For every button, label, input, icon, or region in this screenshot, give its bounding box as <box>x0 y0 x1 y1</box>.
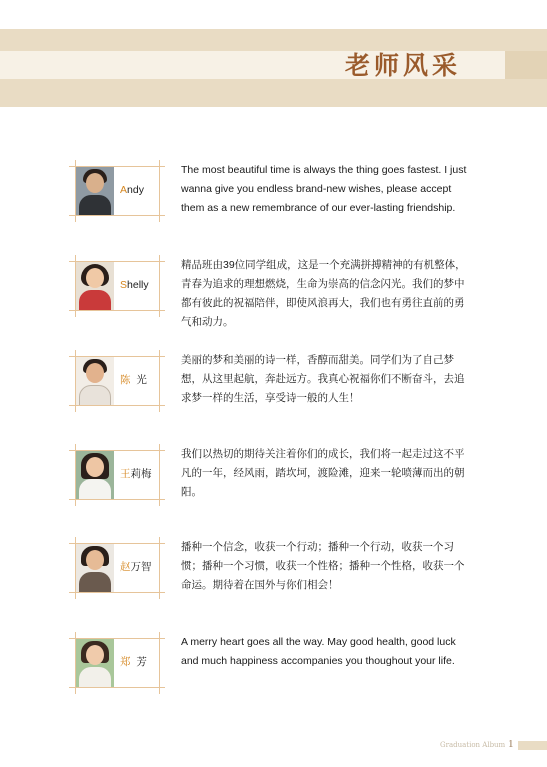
teacher-name: 郑 芳 <box>120 656 147 668</box>
teacher-message: 精品班由39位同学组成，这是一个充满拼搏精神的有机整体，青春为追求的理想燃烧，生命为崇高的信念闪光。我们的梦中都有彼此的祝福陪伴，即使风浪再大，我们也有勇往直前的勇气和动力。 <box>181 259 466 328</box>
teacher-photo <box>76 262 114 310</box>
teacher-photo <box>76 451 114 499</box>
teacher-photo <box>76 639 114 687</box>
album-footer-label: Graduation Album <box>440 741 506 749</box>
teacher-message: 美丽的梦和美丽的诗一样，香醇而甜美。同学们为了自己梦想，从这里起航，奔赴远方。我真心祝福你们不断奋斗，去追求梦一样的生活，享受诗一般的人生！ <box>181 354 465 404</box>
teacher-card <box>72 258 162 314</box>
teacher-name: Andy <box>120 184 144 196</box>
teacher-card <box>72 447 162 503</box>
teacher-card <box>72 540 162 596</box>
teacher-message: 播种一个信念，收获一个行动；播种一个行动，收获一个习惯；播种一个习惯，收获一个性格；播种一个性格，收获一个命运。期待着在国外与你们相会！ <box>181 541 465 591</box>
teacher-name: 赵万智 <box>120 561 152 573</box>
teacher-message: 我们以热切的期待关注着你们的成长，我们将一起走过这不平凡的一年，经风雨，踏坎坷，渡险滩，迎来一轮喷薄而出的朝阳。 <box>181 448 465 498</box>
page-title: 老师风采 <box>345 51 462 80</box>
teacher-message: The most beautiful time is always the thing goes fastest. I just wanna give you endless brand-new wishes, please accept them as a new remembrance of our ever-lasting friendship. <box>181 164 467 214</box>
header-band-bottom <box>0 79 547 107</box>
header-band-top <box>0 29 547 51</box>
teacher-card <box>72 353 162 409</box>
teacher-name: 王莉梅 <box>120 468 152 480</box>
header-band-accent <box>505 51 547 79</box>
teacher-photo <box>76 357 114 405</box>
teacher-card <box>72 635 162 691</box>
teacher-message: A merry heart goes all the way. May good health, good luck and much happiness accompanies you thoughout your life. <box>181 636 456 667</box>
teacher-name: 陈 光 <box>120 374 147 386</box>
teacher-card <box>72 163 162 219</box>
teacher-photo <box>76 544 114 592</box>
page-number: 1 <box>508 738 514 750</box>
teacher-name: Shelly <box>120 279 149 291</box>
footer-bar <box>518 741 547 750</box>
teacher-photo <box>76 167 114 215</box>
